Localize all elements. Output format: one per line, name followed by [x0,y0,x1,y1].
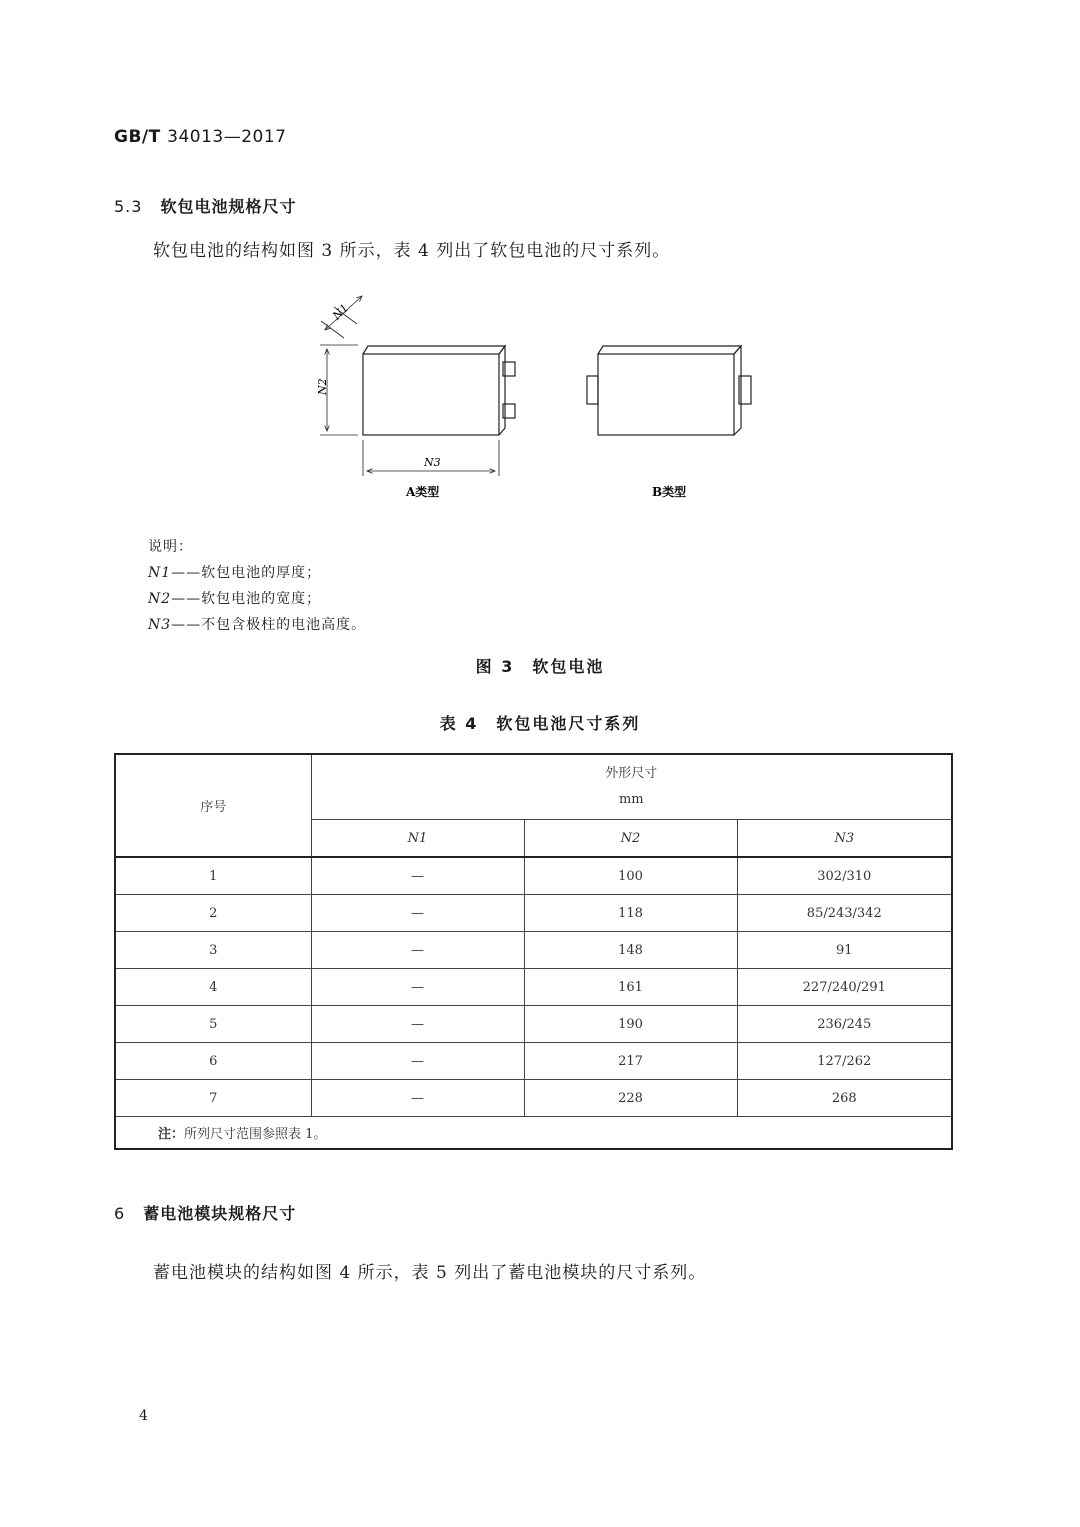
legend-item-n1 [148,562,321,582]
cell-n3: 85/243/342 [737,895,952,932]
cell-n2: 217 [524,1043,737,1080]
header-outline-dimensions [311,754,952,820]
header-n3: N3 [737,820,952,858]
table-row [115,895,952,932]
page-number: 4 [139,1408,148,1424]
standard-code [114,127,286,147]
type-a-label: A类型 [406,485,440,499]
cell-no: 5 [115,1006,311,1043]
cell-n1: — [311,1043,524,1080]
type-b-label: B类型 [652,485,687,499]
note-label: 注： [158,1127,185,1142]
standard-number: 34013—2017 [167,127,287,147]
section-number: 5.3 [114,197,143,216]
dim-n2-label: N2 [316,378,329,395]
legend-item-n3 [148,614,366,634]
cell-n3: 91 [737,932,952,969]
legend-symbol: N2 [148,591,172,607]
cell-n3: 302/310 [737,857,952,895]
note-text: 所列尺寸范围参照表 1。 [184,1127,327,1142]
table-row [115,969,952,1006]
section-number: 6 [114,1204,126,1223]
table-caption: 表 4 软包电池尺寸系列 [439,714,641,733]
cell-n3: 127/262 [737,1043,952,1080]
type-b-battery-drawing [587,346,751,435]
cell-n2: 148 [524,932,737,969]
cell-no: 3 [115,932,311,969]
cell-n2: 161 [524,969,737,1006]
dimensions-table [114,753,953,1150]
standard-prefix: GB/T [114,127,161,147]
table-note-row [115,1117,952,1150]
section-5-3-heading [114,194,296,217]
cell-no: 4 [115,969,311,1006]
table-row [115,1006,952,1043]
section-title: 软包电池规格尺寸 [160,197,297,216]
cell-n2: 118 [524,895,737,932]
cell-n2: 100 [524,857,737,895]
cell-n3: 236/245 [737,1006,952,1043]
legend-item-n2 [148,588,321,608]
cell-n2: 190 [524,1006,737,1043]
legend-symbol: N1 [148,565,172,581]
legend-title: 说明： [148,539,193,555]
section-title: 蓄电池模块规格尺寸 [143,1204,297,1223]
cell-n3: 268 [737,1080,952,1117]
header-group-unit: mm [618,792,644,807]
cell-n1: — [311,932,524,969]
cell-no: 7 [115,1080,311,1117]
dim-n1-label: N1 [330,301,352,323]
figure-caption: 图 3 软包电池 [475,657,605,676]
legend-text: ——软包电池的厚度； [171,565,322,581]
header-n1: N1 [311,820,524,858]
legend-symbol: N3 [148,617,172,633]
header-group-title: 外形尺寸 [605,766,658,781]
dim-n3-label: N3 [424,456,441,469]
header-index: 序号 [115,754,311,857]
cell-no: 2 [115,895,311,932]
legend-text: ——不包含极柱的电池高度。 [171,617,367,633]
table-row [115,932,952,969]
legend-text: ——软包电池的宽度； [171,591,322,607]
cell-no: 1 [115,857,311,895]
table-note [115,1117,952,1150]
table-row [115,857,952,895]
cell-n2: 228 [524,1080,737,1117]
cell-n1: — [311,857,524,895]
section-5-3-paragraph: 软包电池的结构如图 3 所示，表 4 列出了软包电池的尺寸系列。 [153,241,671,261]
header-n2: N2 [524,820,737,858]
cell-n1: — [311,895,524,932]
type-a-battery-drawing [320,296,515,476]
cell-n1: — [311,1006,524,1043]
section-6-heading [114,1201,296,1224]
pouch-battery-figure [300,290,780,515]
table-row [115,1080,952,1117]
cell-no: 6 [115,1043,311,1080]
cell-n1: — [311,1080,524,1117]
cell-n3: 227/240/291 [737,969,952,1006]
section-6-paragraph: 蓄电池模块的结构如图 4 所示，表 5 列出了蓄电池模块的尺寸系列。 [153,1263,707,1283]
table-header-row [115,754,952,820]
table-row [115,1043,952,1080]
cell-n1: — [311,969,524,1006]
